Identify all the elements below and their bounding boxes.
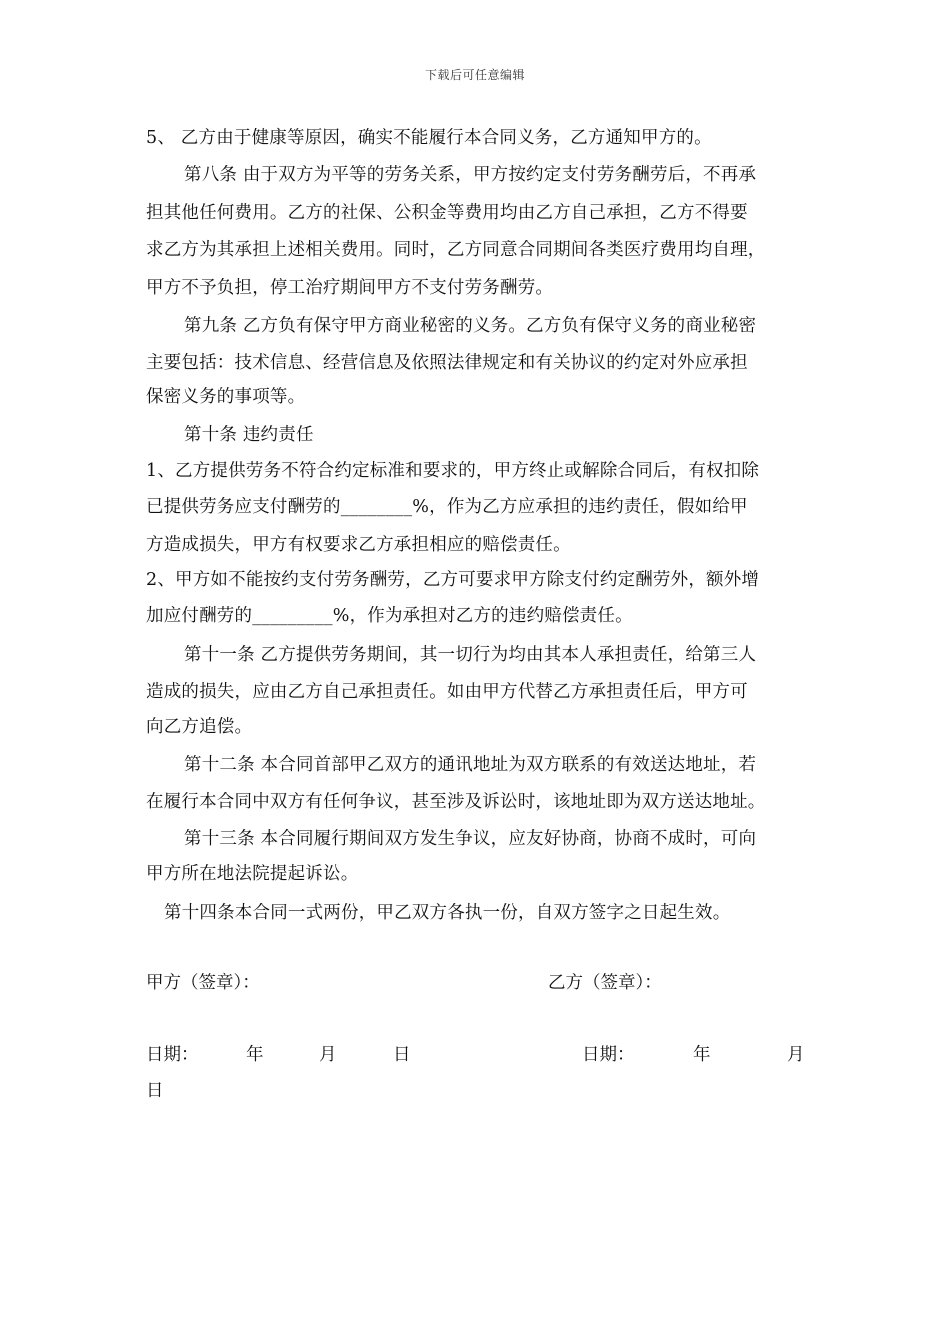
article-10-item-1-line-3: 方造成损失，甲方有权要求乙方承担相应的赔偿责任。: [146, 535, 571, 555]
article-11-line-1: 第十一条 乙方提供劳务期间，其一切行为均由其本人承担责任，给第三人: [184, 645, 757, 665]
article-14-line: 第十四条本合同一式两份，甲乙双方各执一份，自双方签字之日起生效。: [164, 903, 731, 923]
article-10-item-2-line-2: 加应付酬劳的_________%，作为承担对乙方的违约赔偿责任。: [146, 606, 633, 626]
article-8-line-4: 甲方不予负担，停工治疗期间甲方不支付劳务酬劳。: [146, 278, 554, 298]
article-13-line-2: 甲方所在地法院提起诉讼。: [146, 864, 359, 884]
article-9-line-3: 保密义务的事项等。: [146, 387, 306, 407]
party-b-signature-label: 乙方（签章）：: [548, 973, 662, 993]
party-b-date-month: 月: [787, 1045, 805, 1065]
article-12-line-2: 在履行本合同中双方有任何争议，甚至涉及诉讼时，该地址即为双方送达地址。: [146, 792, 766, 812]
party-a-date-label: 日期：: [146, 1045, 199, 1065]
article-10-item-2-line-1: 2、甲方如不能按约支付劳务酬劳，乙方可要求甲方除支付约定酬劳外，额外增: [146, 570, 760, 590]
party-b-date-label: 日期：: [582, 1045, 635, 1065]
article-9-line-1: 第九条 乙方负有保守甲方商业秘密的义务。乙方负有保守义务的商业秘密: [184, 316, 757, 336]
article-8-line-2: 担其他任何费用。乙方的社保、公积金等费用均由乙方自己承担，乙方不得要: [146, 203, 748, 223]
article-11-line-3: 向乙方追偿。: [146, 717, 253, 737]
article-10-item-1-line-2: 已提供劳务应支付酬劳的________%，作为乙方应承担的违约责任，假如给甲: [146, 497, 748, 517]
article-11-line-2: 造成的损失，应由乙方自己承担责任。如由甲方代替乙方承担责任后，甲方可: [146, 682, 748, 702]
article-13-line-1: 第十三条 本合同履行期间双方发生争议，应友好协商，协商不成时，可向: [184, 829, 757, 849]
party-a-date-month: 月: [319, 1045, 337, 1065]
party-b-date-year: 年: [693, 1045, 711, 1065]
party-a-date-year: 年: [246, 1045, 264, 1065]
clause-5-line: 5、 乙方由于健康等原因，确实不能履行本合同义务，乙方通知甲方的。: [146, 128, 712, 148]
party-a-signature-label: 甲方（签章）：: [146, 973, 260, 993]
article-10-title: 第十条 违约责任: [184, 425, 314, 445]
article-10-item-1-line-1: 1、乙方提供劳务不符合约定标准和要求的，甲方终止或解除合同后，有权扣除: [146, 461, 760, 481]
party-a-date-day: 日: [393, 1045, 411, 1065]
article-8-line-1: 第八条 由于双方为平等的劳务关系，甲方按约定支付劳务酬劳后，不再承: [184, 165, 757, 185]
article-8-line-3: 求乙方为其承担上述相关费用。同时，乙方同意合同期间各类医疗费用均自理，: [146, 240, 766, 260]
page-header: 下载后可任意编辑: [424, 68, 525, 82]
article-12-line-1: 第十二条 本合同首部甲乙双方的通讯地址为双方联系的有效送达地址，若: [184, 755, 757, 775]
party-b-date-day: 日: [146, 1081, 164, 1101]
article-9-line-2: 主要包括：技术信息、经营信息及依照法律规定和有关协议的约定对外应承担: [146, 353, 748, 373]
